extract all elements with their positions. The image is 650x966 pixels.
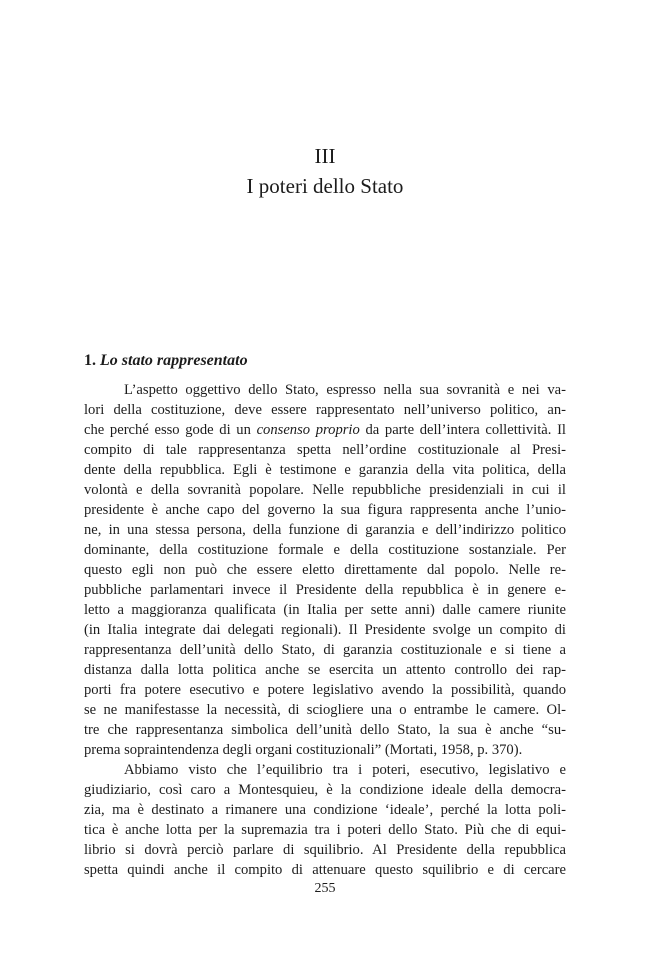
- text-line: se ne manifestasse la necessità, di sciogliere una o entrambe le camere. Ol-: [84, 702, 566, 718]
- text-line: porti fra potere esecutivo e potere legislativo avendo la possibilità, quando: [84, 682, 566, 698]
- text-line: volontà e della sovranità popolare. Nelle repubbliche presidenziali in cui il: [84, 482, 566, 498]
- text-line: [84, 420, 566, 440]
- text-line: questo egli non può che essere eletto direttamente dal popolo. Nelle re-: [84, 562, 566, 578]
- text-line: spetta quindi anche il compito di attenuare questo squilibrio e di cercare: [84, 862, 566, 878]
- text-line: rappresentanza dell’unità dello Stato, di garanzia costituzionale e si tiene a: [84, 642, 566, 658]
- text-line: (in Italia integrate dai delegati regionali). Il Presidente svolge un compito di: [84, 622, 566, 638]
- text-line: Abbiamo visto che l’equilibrio tra i poteri, esecutivo, legislativo e: [124, 762, 566, 778]
- text-line: zia, ma è destinato a rimanere una condizione ‘ideale’, perché la lotta poli-: [84, 802, 566, 818]
- chapter-number: III: [314, 144, 336, 168]
- text-run: che perché esso gode di un: [84, 422, 257, 438]
- text-line: lori della costituzione, deve essere rappresentato nell’universo politico, an-: [84, 402, 566, 418]
- text-line: tica è anche lotta per la supremazia tra i poteri dello Stato. Più che di equi-: [84, 822, 566, 838]
- text-run: da parte dell’intera collettività. Il: [359, 422, 566, 438]
- text-line: pubbliche parlamentari invece il Presidente della repubblica è in genere e-: [84, 582, 566, 598]
- text-line: L’aspetto oggettivo dello Stato, espresso nella sua sovranità e nei va-: [124, 382, 566, 398]
- text-line: ne, in una stessa persona, della funzione di garanzia e dell’indirizzo politico: [84, 522, 566, 538]
- text-line: prema sopraintendenza degli organi costituzionali” (Mortati, 1958, p. 370).: [84, 742, 523, 758]
- page-number: 255: [314, 881, 336, 896]
- section-title: Lo stato rappresentato: [100, 352, 248, 369]
- text-line: distanza dalla lotta politica anche se esercita un attento controllo dei rap-: [84, 662, 566, 678]
- text-line: presidente è anche capo del governo la sua figura rappresenta anche l’unio-: [84, 502, 566, 518]
- section-number: 1.: [84, 352, 96, 369]
- emphasis-text: consenso proprio: [256, 422, 360, 438]
- paragraph-2: [84, 760, 566, 880]
- text-line: librio si dovrà perciò parlare di squilibrio. Al Presidente della repubblica: [84, 842, 566, 858]
- body-text: [84, 380, 566, 880]
- text-line: tre che rappresentanza simbolica dell’unità dello Stato, la sua è anche “su-: [84, 722, 566, 738]
- chapter-title: I poteri dello Stato: [246, 174, 404, 198]
- text-line: dente della repubblica. Egli è testimone e garanzia della vita politica, della: [84, 462, 566, 478]
- text-line: compito di tale rappresentanza spetta nell’ordine costituzionale al Presi-: [84, 442, 566, 458]
- text-line: dominante, della costituzione formale e della costituzione sostanziale. Per: [84, 542, 566, 558]
- section-heading: [84, 350, 248, 372]
- text-line: giudiziario, così caro a Montesquieu, è la condizione ideale della democra-: [84, 782, 566, 798]
- paragraph-1: [84, 380, 566, 760]
- text-line: letto a maggioranza qualificata (in Italia per sette anni) dalle camere riunite: [84, 602, 566, 618]
